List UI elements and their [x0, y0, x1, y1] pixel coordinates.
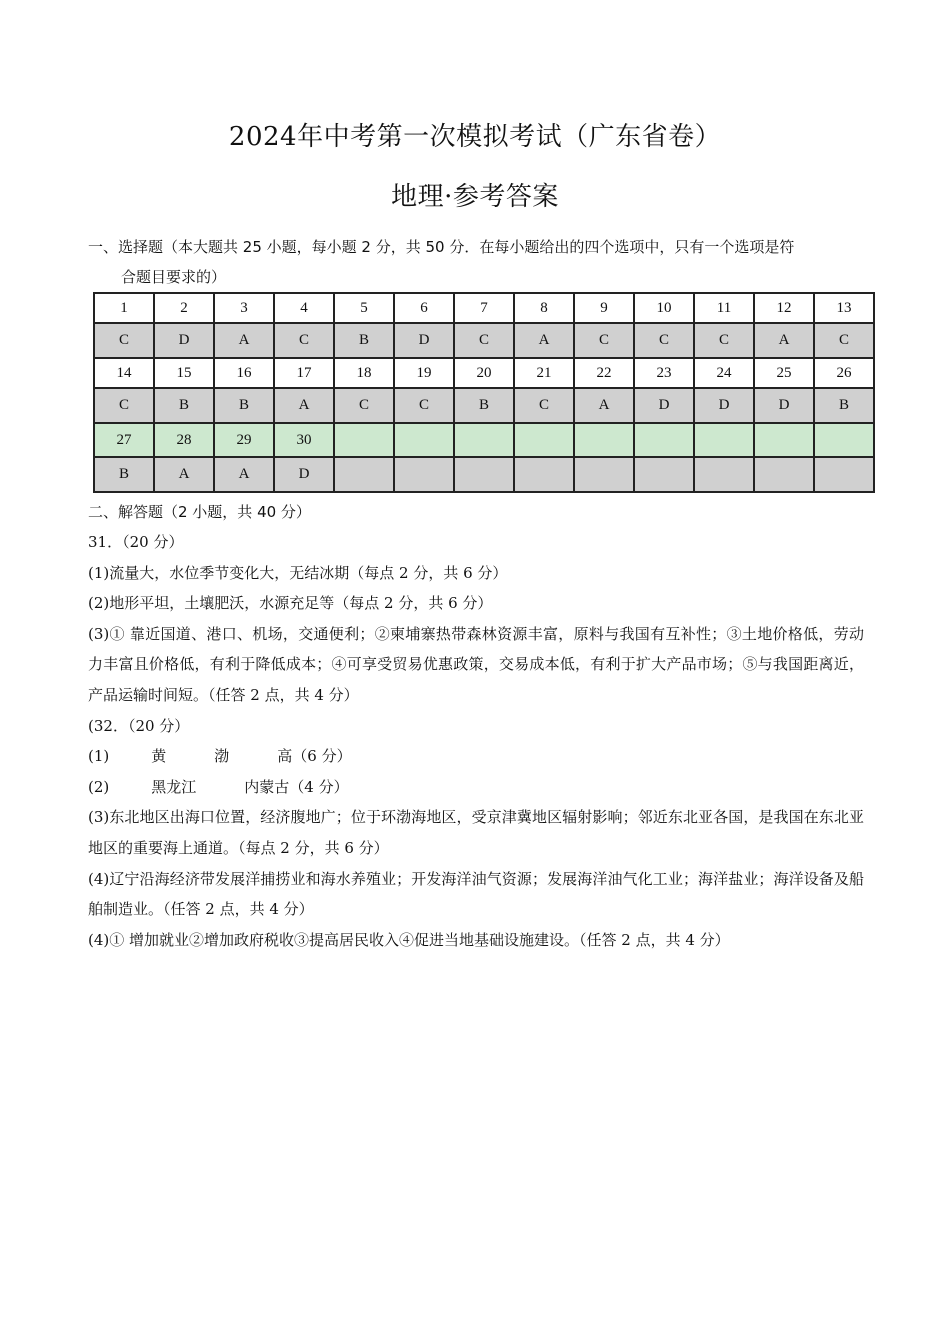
- question-number-cell: 28: [154, 423, 214, 457]
- question-number-cell: 7: [454, 293, 514, 323]
- question-number-cell: 26: [814, 358, 874, 388]
- question-number-cell: [514, 423, 574, 457]
- answer-cell: A: [214, 457, 274, 492]
- answer-cell: [754, 457, 814, 492]
- answer-row: [94, 323, 874, 358]
- question-number-cell: 10: [634, 293, 694, 323]
- answer-cell: A: [154, 457, 214, 492]
- question-number-cell: 25: [754, 358, 814, 388]
- answer-cell: [454, 457, 514, 492]
- question-number-cell: 30: [274, 423, 334, 457]
- answer-cell: C: [514, 388, 574, 423]
- q32-part2: [88, 772, 864, 803]
- answer-cell: C: [394, 388, 454, 423]
- answer-cell: [814, 457, 874, 492]
- answer-cell: D: [694, 388, 754, 423]
- q32-part2-answer-a: 黑龙江: [151, 777, 197, 796]
- answer-cell: C: [94, 323, 154, 358]
- answer-cell: A: [754, 323, 814, 358]
- q32-part3: (3)东北地区出海口位置，经济腹地广；位于环渤海地区，受京津冀地区辐射影响；邻近东北亚各国，是我国在东北亚地区的重要海上通道。（每点 2 分，共 6 分）: [88, 808, 864, 857]
- answer-table: [93, 292, 875, 493]
- answer-cell: D: [274, 457, 334, 492]
- question-number-cell: 19: [394, 358, 454, 388]
- question-number-cell: 1: [94, 293, 154, 323]
- answer-row: [94, 388, 874, 423]
- answer-cell: A: [214, 323, 274, 358]
- q32-part4b: (4)① 增加就业②增加政府税收③提高居民收入④促进当地基础设施建设。（任答 2 点，共 4 分）: [88, 930, 730, 949]
- answer-cell: C: [814, 323, 874, 358]
- question-number-cell: 29: [214, 423, 274, 457]
- question-number-cell: [574, 423, 634, 457]
- answer-cell: C: [634, 323, 694, 358]
- answer-cell: [514, 457, 574, 492]
- q32-title: (32．（20 分）: [88, 716, 190, 735]
- q32-part2-label: (2): [88, 777, 110, 796]
- question-number-cell: [634, 423, 694, 457]
- exam-title: 2024年中考第一次模拟考试（广东省卷）: [228, 122, 722, 152]
- q31-part3: (3)① 靠近国道、港口、机场，交通便利；②柬埔寨热带森林资源丰富，原料与我国有互补性；③土地价格低，劳动力丰富且价格低，有利于降低成本；④可享受贸易优惠政策，交易成本低，有利于扩大产品市场；⑤与我国距离近，产品运输时间短。（任答 2 点，共 4 分）: [88, 624, 864, 704]
- question-number-cell: 12: [754, 293, 814, 323]
- question-number-cell: 18: [334, 358, 394, 388]
- q32-part4a: (4)辽宁沿海经济带发展洋捕捞业和海水养殖业；开发海洋油气资源；发展海洋油气化工业；海洋盐业；海洋设备及船舶制造业。（任答 2 点，共 4 分）: [88, 869, 864, 919]
- question-number-cell: [334, 423, 394, 457]
- exam-subtitle: 地理·参考答案: [391, 182, 559, 212]
- question-number-row: [94, 358, 874, 388]
- answer-cell: D: [394, 323, 454, 358]
- question-number-cell: 11: [694, 293, 754, 323]
- answer-cell: C: [274, 323, 334, 358]
- q32-part1-label: (1): [88, 747, 110, 766]
- q31-part1: (1)流量大，水位季节变化大，无结冰期（每点 2 分，共 6 分）: [88, 563, 508, 582]
- answer-cell: [394, 457, 454, 492]
- answer-cell: [574, 457, 634, 492]
- question-number-cell: 13: [814, 293, 874, 323]
- question-number-cell: 3: [214, 293, 274, 323]
- question-number-row: [94, 293, 874, 323]
- question-number-cell: [694, 423, 754, 457]
- answer-cell: D: [154, 323, 214, 358]
- question-number-cell: 22: [574, 358, 634, 388]
- question-number-cell: 5: [334, 293, 394, 323]
- section1-heading-line1: 一、选择题（本大题共 25 小题，每小题 2 分，共 50 分．在每小题给出的四个选项中，只有一个选项是符: [88, 238, 795, 256]
- question-number-row: [94, 423, 874, 457]
- question-number-cell: [394, 423, 454, 457]
- question-number-cell: 23: [634, 358, 694, 388]
- answer-cell: [634, 457, 694, 492]
- question-number-cell: 15: [154, 358, 214, 388]
- q32-part1-answer-b: 渤: [214, 747, 230, 766]
- answer-cell: B: [814, 388, 874, 423]
- answer-cell: B: [214, 388, 274, 423]
- question-number-cell: [814, 423, 874, 457]
- question-number-cell: [754, 423, 814, 457]
- q32-part2-answer-b: 内蒙古（4 分）: [244, 777, 349, 796]
- answer-cell: B: [154, 388, 214, 423]
- q31-part2: (2)地形平坦，土壤肥沃，水源充足等（每点 2 分，共 6 分）: [88, 594, 493, 613]
- question-number-cell: 16: [214, 358, 274, 388]
- answer-cell: C: [94, 388, 154, 423]
- answer-cell: A: [274, 388, 334, 423]
- q31-title: 31．（20 分）: [88, 533, 184, 551]
- answer-cell: [334, 457, 394, 492]
- answer-cell: D: [754, 388, 814, 423]
- question-number-cell: 27: [94, 423, 154, 457]
- section1-heading-line2: 合题目要求的）: [121, 268, 227, 286]
- answer-row: [94, 457, 874, 492]
- question-number-cell: 6: [394, 293, 454, 323]
- answers-body: [88, 527, 864, 955]
- question-number-cell: 24: [694, 358, 754, 388]
- answer-cell: C: [334, 388, 394, 423]
- answer-cell: C: [574, 323, 634, 358]
- section2-heading: 二、解答题（2 小题，共 40 分）: [88, 503, 311, 521]
- question-number-cell: 8: [514, 293, 574, 323]
- answer-cell: B: [454, 388, 514, 423]
- question-number-cell: 9: [574, 293, 634, 323]
- q32-part1-answer-a: 黄: [151, 747, 167, 766]
- section1-heading: [88, 232, 878, 292]
- answer-cell: B: [94, 457, 154, 492]
- answer-cell: B: [334, 323, 394, 358]
- answer-cell: A: [514, 323, 574, 358]
- answer-cell: [694, 457, 754, 492]
- q32-part1-answer-c: 高（6 分）: [277, 747, 352, 766]
- q32-part1: [88, 741, 864, 772]
- answer-cell: A: [574, 388, 634, 423]
- question-number-cell: [454, 423, 514, 457]
- question-number-cell: 2: [154, 293, 214, 323]
- answer-cell: C: [454, 323, 514, 358]
- answer-cell: D: [634, 388, 694, 423]
- question-number-cell: 20: [454, 358, 514, 388]
- question-number-cell: 4: [274, 293, 334, 323]
- answer-cell: C: [694, 323, 754, 358]
- question-number-cell: 17: [274, 358, 334, 388]
- question-number-cell: 14: [94, 358, 154, 388]
- question-number-cell: 21: [514, 358, 574, 388]
